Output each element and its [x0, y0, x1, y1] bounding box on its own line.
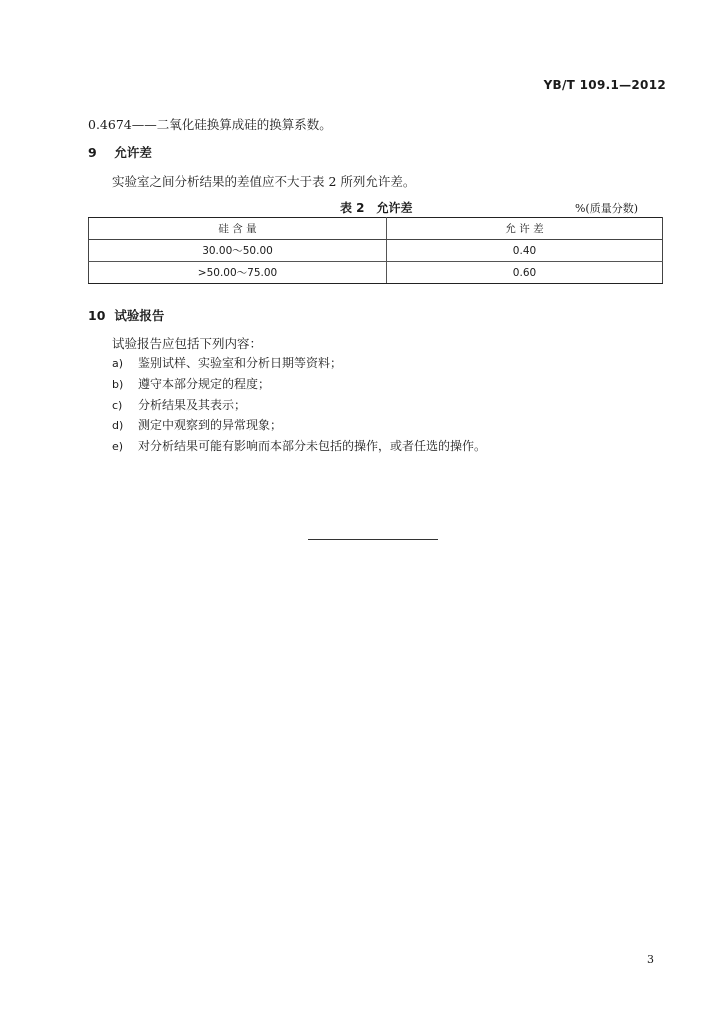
- section-9-title: 允许差: [114, 145, 152, 160]
- section-9-heading: [88, 143, 152, 161]
- table-2-unit: %(质量分数): [574, 202, 638, 215]
- section-10-title: 试验报告: [114, 308, 165, 323]
- cell-tolerance: 0.40: [387, 240, 663, 262]
- list-item: [112, 396, 246, 413]
- list-text: 鉴别试样、实验室和分析日期等资料；: [138, 356, 343, 370]
- section-10-intro: 试验报告应包括下列内容：: [112, 336, 263, 351]
- header-silicon-content: 硅 含 量: [89, 218, 387, 240]
- cell-tolerance: 0.60: [387, 262, 663, 284]
- conversion-factor-note: 0.4674——二氧化硅换算成硅的换算系数。: [88, 117, 332, 132]
- list-marker: b): [112, 378, 124, 391]
- tolerance-table: [88, 217, 663, 284]
- cell-range: >50.00～75.00: [89, 262, 387, 284]
- list-item: [112, 354, 342, 371]
- list-item: [112, 437, 486, 454]
- list-text: 对分析结果可能有影响而本部分未包括的操作，或者任选的操作。: [138, 439, 487, 453]
- list-item: [112, 375, 270, 392]
- section-9-text: 实验室之间分析结果的差值应不大于表 2 所列允许差。: [112, 174, 416, 189]
- table-2-caption: 表 2 允许差: [340, 201, 413, 215]
- list-text: 分析结果及其表示；: [138, 398, 247, 412]
- document-id: YB/T 109.1—2012: [543, 78, 666, 92]
- list-item: [112, 416, 282, 433]
- list-marker: a): [112, 357, 124, 370]
- end-of-document-rule: [308, 539, 438, 540]
- page-number: 3: [647, 953, 654, 966]
- section-9-number: 9: [88, 145, 97, 160]
- header-tolerance: 允 许 差: [387, 218, 663, 240]
- list-text: 遵守本部分规定的程度；: [138, 377, 271, 391]
- table-row: [89, 262, 663, 284]
- table-header-row: [89, 218, 663, 240]
- section-10-heading: [88, 306, 164, 324]
- table-row: [89, 240, 663, 262]
- list-marker: d): [112, 419, 124, 432]
- list-marker: e): [112, 440, 124, 453]
- cell-range: 30.00～50.00: [89, 240, 387, 262]
- section-10-number: 10: [88, 308, 106, 323]
- list-text: 测定中观察到的异常现象；: [138, 418, 283, 432]
- list-marker: c): [112, 399, 123, 412]
